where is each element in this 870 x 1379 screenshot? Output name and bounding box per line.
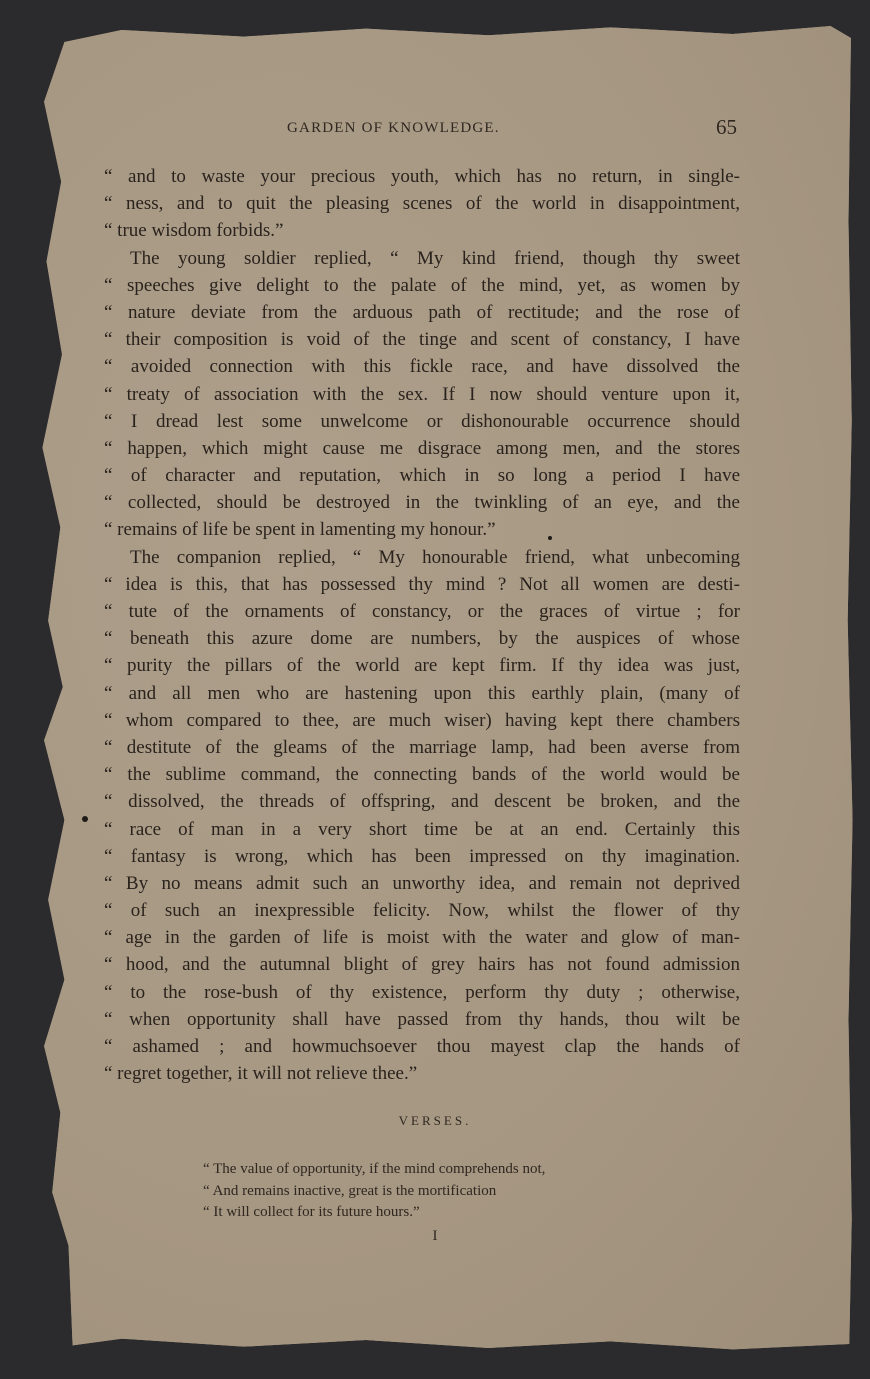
- paragraph-start-line: The companion replied, “ My honourable friend, what unbecoming: [130, 546, 740, 568]
- text-line: “ speeches give delight to the palate of the mind, yet, as women by: [104, 274, 740, 296]
- text-line: “ beneath this azure dome are numbers, by the auspices of whose: [104, 628, 740, 650]
- body-text: [104, 163, 740, 1087]
- text-line: “ and all men who are hastening upon this earthly plain, (many of: [104, 682, 740, 704]
- text-line: “ fantasy is wrong, which has been impressed on thy imagination.: [104, 845, 740, 867]
- ink-speck: [548, 536, 552, 540]
- signature-mark: I: [432, 1228, 438, 1244]
- text-line: “ when opportunity shall have passed from thy hands, thou wilt be: [104, 1008, 740, 1030]
- verses-block: [203, 1159, 673, 1224]
- text-line: “ By no means admit such an unworthy idea, and remain not deprived: [104, 872, 740, 894]
- text-line: “ collected, should be destroyed in the twinkling of an eye, and the: [104, 492, 740, 514]
- text-line: “ purity the pillars of the world are kept firm. If thy idea was just,: [104, 655, 740, 677]
- verse-line: “ It will collect for its future hours.”: [203, 1204, 420, 1220]
- text-line: “ I dread lest some unwelcome or dishonourable occurrence should: [104, 410, 740, 432]
- text-line: “ tute of the ornaments of constancy, or the graces of virtue ; for: [104, 601, 740, 622]
- running-head: [287, 115, 737, 140]
- running-title: GARDEN OF KNOWLEDGE.: [287, 120, 500, 136]
- text-line: “ their composition is void of the tinge and scent of constancy, I have: [104, 329, 740, 351]
- text-line: “ hood, and the autumnal blight of grey hairs has not found admission: [104, 954, 740, 976]
- text-line: “ dissolved, the threads of offspring, and descent be broken, and the: [104, 791, 740, 813]
- text-line: “ idea is this, that has possessed thy mind ? Not all women are desti-: [104, 573, 740, 595]
- text-line: “ of character and reputation, which in so long a period I have: [104, 465, 740, 487]
- text-line: “ whom compared to thee, are much wiser) having kept there chambers: [104, 709, 740, 731]
- text-line: “ avoided connection with this fickle race, and have dissolved the: [104, 356, 740, 378]
- text-line: “ treaty of association with the sex. If I now should venture upon it,: [104, 383, 740, 405]
- text-line: “ regret together, it will not relieve thee.”: [104, 1063, 418, 1085]
- paragraph-start-line: The young soldier replied, “ My kind friend, though thy sweet: [130, 247, 740, 269]
- text-line: “ happen, which might cause me disgrace among men, and the stores: [104, 437, 740, 459]
- text-line: “ ness, and to quit the pleasing scenes of the world in disappointment,: [104, 193, 740, 215]
- text-line: “ to the rose-bush of thy existence, perform thy duty ; otherwise,: [104, 981, 740, 1003]
- verses-heading: VERSES.: [398, 1113, 472, 1128]
- text-line: “ destitute of the gleams of the marriage lamp, had been averse from: [104, 736, 740, 758]
- text-line: “ ashamed ; and howmuchsoever thou mayest clap the hands of: [104, 1036, 740, 1057]
- text-line: “ and to waste your precious youth, which has no return, in single-: [104, 166, 740, 187]
- text-line: “ remains of life be spent in lamenting my honour.”: [104, 519, 496, 541]
- text-line: “ the sublime command, the connecting bands of the world would be: [104, 764, 740, 786]
- text-line: “ nature deviate from the arduous path of rectitude; and the rose of: [104, 301, 740, 323]
- verse-line: “ And remains inactive, great is the mortification: [203, 1182, 497, 1199]
- ink-speck: [82, 816, 88, 822]
- verse-line: “ The value of opportunity, if the mind comprehends not,: [203, 1161, 546, 1177]
- text-line: “ true wisdom forbids.”: [104, 220, 284, 242]
- text-line: “ of such an inexpressible felicity. Now, whilst the flower of thy: [104, 900, 740, 922]
- text-line: “ age in the garden of life is moist with the water and glow of man-: [104, 927, 740, 949]
- text-line: “ race of man in a very short time be at an end. Certainly this: [104, 818, 740, 840]
- page-number: 65: [716, 115, 737, 139]
